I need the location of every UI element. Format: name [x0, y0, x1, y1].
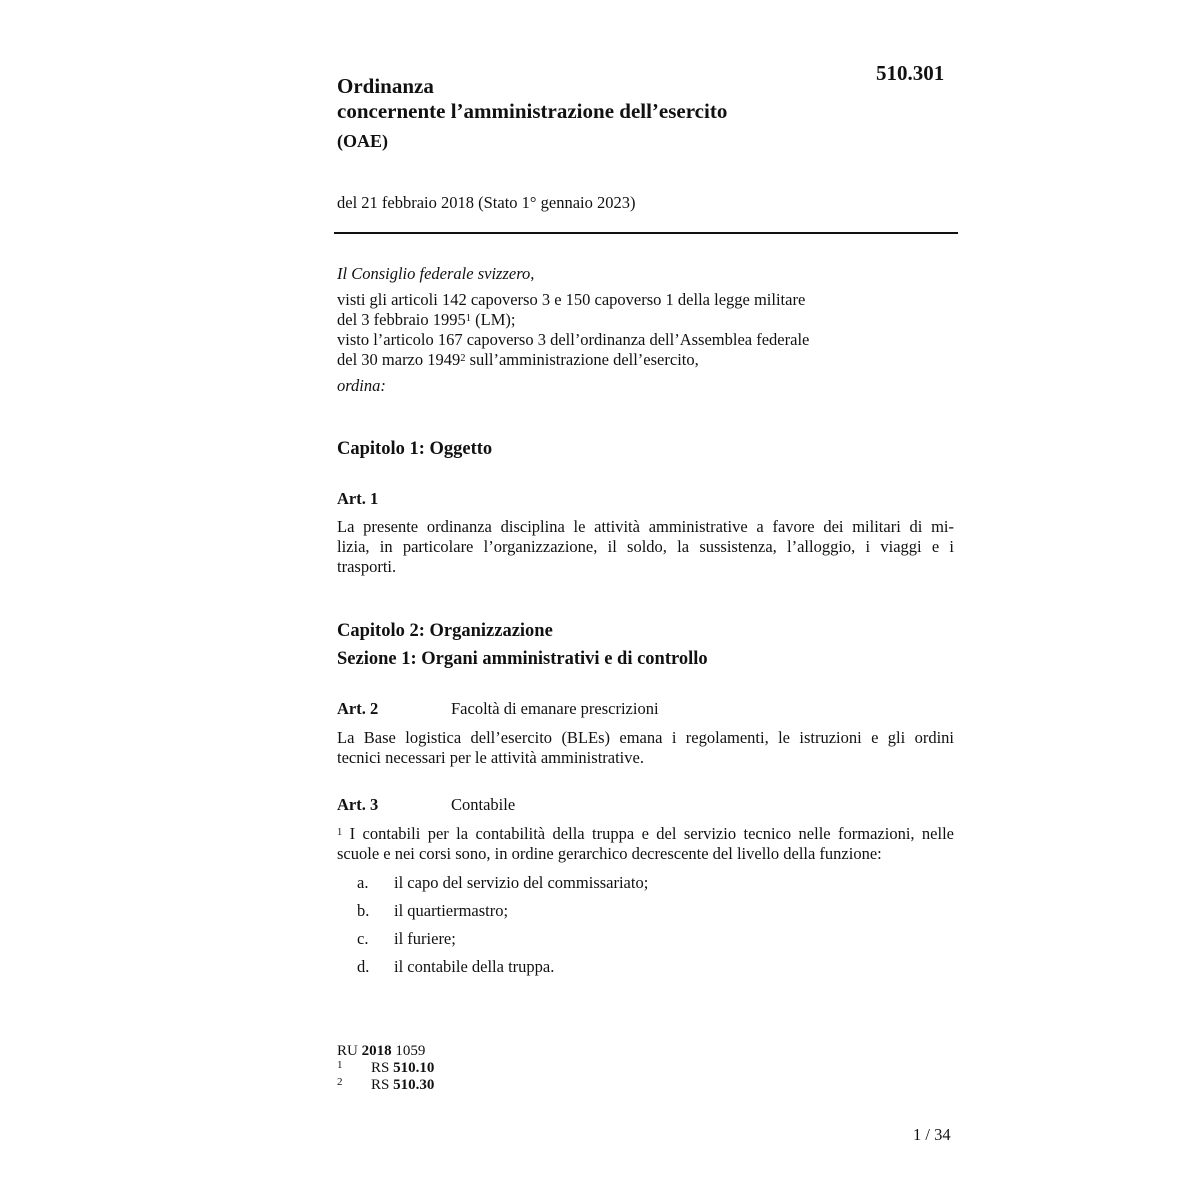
- ru-reference: [337, 1043, 425, 1060]
- list-item: [357, 901, 508, 921]
- body-line: trasporti.: [337, 557, 397, 576]
- preamble-line: visti gli articoli 142 capoverso 3 e 150 capoverso 1 della legge militare: [337, 290, 806, 309]
- list-item: [357, 929, 456, 949]
- list-text: il quartiermastro;: [394, 901, 509, 920]
- list-marker: b.: [357, 901, 370, 920]
- art-2-title: Facoltà di emanare prescrizioni: [451, 699, 659, 718]
- paragraph-number: 1: [337, 827, 343, 838]
- chapter-1-heading: Capitolo 1: Oggetto: [337, 439, 493, 459]
- footnote-prefix: RS: [371, 1077, 394, 1093]
- footnote-text: [371, 1077, 434, 1094]
- list-text: il contabile della truppa.: [394, 957, 555, 976]
- header-rule: [334, 232, 958, 234]
- body-line: lizia, in particolare l’organizzazione, il soldo, la sussistenza, l’alloggio, i viaggi e i: [337, 537, 954, 556]
- list-text: il capo del servizio del commissariato;: [394, 873, 649, 892]
- footnote: [337, 1076, 435, 1094]
- body-line: La Base logistica dell’esercito (BLEs) emana i regolamenti, le istruzioni e gli ordini: [337, 728, 954, 747]
- preamble-line: [337, 310, 809, 330]
- title-line-2: concernente l’amministrazione dell’esercito: [337, 99, 728, 123]
- art-1-label: Art. 1: [337, 489, 379, 508]
- footer: [337, 1043, 435, 1094]
- art-2-body: [337, 728, 954, 768]
- ru-year: 2018: [361, 1043, 392, 1059]
- preamble-line: [337, 350, 809, 370]
- list-item: [357, 873, 648, 893]
- ru-page: 1059: [391, 1043, 426, 1059]
- page-number: 1 / 34: [913, 1125, 951, 1144]
- art-3-body: [337, 824, 954, 864]
- chapter-2-heading: Capitolo 2: Organizzazione: [337, 621, 553, 641]
- ru-prefix: RU: [337, 1043, 362, 1059]
- art-3-title: Contabile: [451, 795, 516, 814]
- footnote-text: [371, 1060, 434, 1077]
- sr-number: 510.301: [876, 61, 945, 85]
- body-line: scuole e nei corsi sono, in ordine gerarchico decrescente del livello della funzione:: [337, 844, 882, 863]
- body-line: tecnici necessari per le attività amministrative.: [337, 748, 644, 767]
- list-item: [357, 957, 554, 977]
- footnote-link[interactable]: 510.30: [393, 1077, 435, 1093]
- preamble-intro: Il Consiglio federale svizzero,: [337, 264, 535, 283]
- list-marker: a.: [357, 873, 369, 892]
- preamble-text: sull’amministrazione dell’esercito,: [465, 350, 699, 369]
- footnote: [337, 1059, 435, 1077]
- preamble-ordina: ordina:: [337, 376, 386, 395]
- footnote-link[interactable]: 510.10: [393, 1060, 435, 1076]
- body-text: I contabili per la contabilità della truppa e del servizio tecnico nelle formazioni, nelle: [342, 824, 954, 843]
- footnote-prefix: RS: [371, 1060, 394, 1076]
- title-line-1: Ordinanza: [337, 74, 434, 98]
- preamble-line: visto l’articolo 167 capoverso 3 dell’ordinanza dell’Assemblea federale: [337, 330, 810, 349]
- preamble-text: del 30 marzo 1949: [337, 350, 461, 369]
- list-text: il furiere;: [394, 929, 456, 948]
- list-marker: c.: [357, 929, 369, 948]
- date-line: del 21 febbraio 2018 (Stato 1° gennaio 2023): [337, 193, 636, 212]
- preamble-text: del 3 febbraio 1995: [337, 310, 466, 329]
- footnote-ref[interactable]: 1: [465, 313, 472, 324]
- list-marker: d.: [357, 957, 370, 976]
- art-2-label: Art. 2: [337, 699, 379, 718]
- art-1-body: [337, 517, 954, 577]
- body-line: La presente ordinanza disciplina le attività amministrative a favore dei militari di mi-: [337, 517, 954, 536]
- title-abbreviation: (OAE): [337, 131, 388, 151]
- art-3-label: Art. 3: [337, 795, 379, 814]
- preamble: [337, 264, 809, 396]
- art-2-header: [337, 699, 659, 719]
- section-1-heading: Sezione 1: Organi amministrativi e di controllo: [337, 649, 708, 669]
- footnote-number: 2: [337, 1076, 343, 1088]
- footnote-number: 1: [337, 1059, 343, 1071]
- art-3-header: [337, 795, 516, 815]
- footnote-ref[interactable]: 2: [460, 353, 466, 364]
- document-title: [337, 74, 727, 152]
- body-line: [337, 824, 954, 844]
- preamble-text: (LM);: [471, 310, 516, 329]
